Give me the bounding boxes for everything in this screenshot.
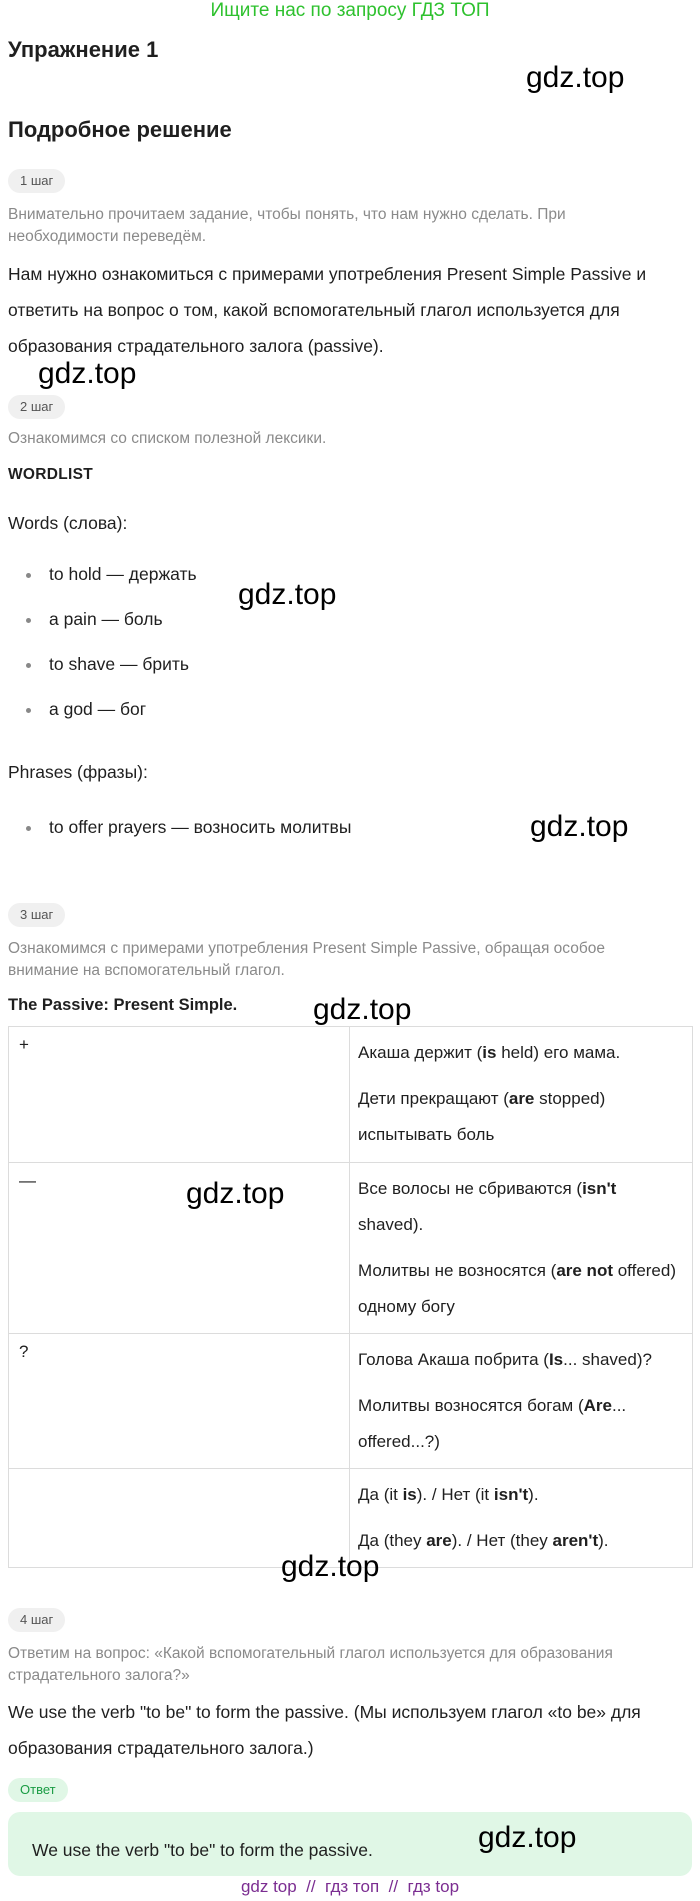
list-item: a god — бог (8, 687, 608, 732)
table-row (9, 1027, 693, 1163)
step-1-text: Нам нужно ознакомиться с примерами употребления Present Simple Passive и ответить на вопрос о том, какой вспомогательный глагол используется для образования страдательного залога (passive). (8, 264, 647, 356)
solution-title: Подробное решение (8, 117, 232, 142)
step-2-badge: 2 шаг (8, 395, 65, 419)
exercise-title: Упражнение 1 (8, 37, 159, 62)
table-row (9, 1163, 693, 1334)
step-2-hint: Ознакомимся со списком полезной лексики. (8, 430, 327, 447)
list-item: to shave — брить (8, 642, 608, 687)
step-3-badge: 3 шаг (8, 903, 65, 927)
example-cell (350, 1163, 693, 1334)
watermark: gdz.top (186, 1177, 285, 1210)
example-line: Дети прекращают (are stopped) испытывать боль (358, 1089, 606, 1144)
step-1-badge: 1 шаг (8, 169, 65, 193)
answer-badge: Ответ (8, 1778, 68, 1802)
watermark: gdz.top (478, 1821, 577, 1854)
example-line: Молитвы не возносятся (are not offered) одному богу (358, 1261, 677, 1316)
list-item: to offer prayers — возносить молитвы (8, 805, 608, 850)
phrases-label: Phrases (фразы): (8, 762, 148, 782)
step-4-badge: 4 шаг (8, 1608, 65, 1632)
wordlist-title: WORDLIST (8, 466, 94, 483)
example-line: Да (they are). / Нет (they aren't). (358, 1531, 609, 1550)
example-line: Голова Акаша побрита (Is... shaved)? (358, 1350, 652, 1369)
table-title: The Passive: Present Simple. (8, 996, 238, 1014)
example-cell (350, 1027, 693, 1163)
example-cell (350, 1469, 693, 1568)
example-line: Акаша держит (is held) его мама. (358, 1043, 621, 1062)
watermark: gdz.top (38, 357, 137, 390)
example-line: Да (it is). / Нет (it isn't). (358, 1485, 539, 1504)
watermark: gdz.top (530, 810, 629, 843)
phrases-list (8, 805, 608, 850)
step-3-hint: Ознакомимся с примерами употребления Present Simple Passive, обращая особое внимание на вспомогательный глагол. (8, 940, 605, 979)
sign-cell: ? (9, 1334, 350, 1469)
answer-text: We use the verb "to be" to form the passive. (32, 1840, 373, 1860)
table-row (9, 1334, 693, 1469)
watermark: gdz.top (313, 993, 412, 1026)
example-line: Молитвы возносятся богам (Are... offered...?) (358, 1396, 627, 1451)
sign-cell: + (9, 1027, 350, 1163)
step-4-text: We use the verb "to be" to form the passive. (Мы используем глагол «to be» для образования страдательного залога.) (8, 1702, 641, 1758)
search-banner: Ищите нас по запросу ГДЗ ТОП (210, 0, 490, 21)
step-4-hint: Ответим на вопрос: «Какой вспомогательный глагол используется для образования страдательного залога?» (8, 1645, 613, 1684)
example-cell (350, 1334, 693, 1469)
example-line: Все волосы не сбриваются (isn't shaved). (358, 1179, 617, 1234)
watermark: gdz.top (281, 1550, 380, 1583)
watermark: gdz.top (526, 61, 625, 94)
step-1-hint: Внимательно прочитаем задание, чтобы понять, что нам нужно сделать. При необходимости переведём. (8, 206, 566, 245)
passive-table (8, 1026, 693, 1568)
sign-cell: — (9, 1163, 350, 1334)
list-item: a pain — боль (8, 597, 608, 642)
list-item: to hold — держать (8, 552, 608, 597)
watermark: gdz.top (238, 578, 337, 611)
footer-links: gdz top // гдз топ // гдз top (240, 1877, 460, 1896)
words-label: Words (слова): (8, 513, 128, 533)
answer-box (8, 1812, 692, 1876)
